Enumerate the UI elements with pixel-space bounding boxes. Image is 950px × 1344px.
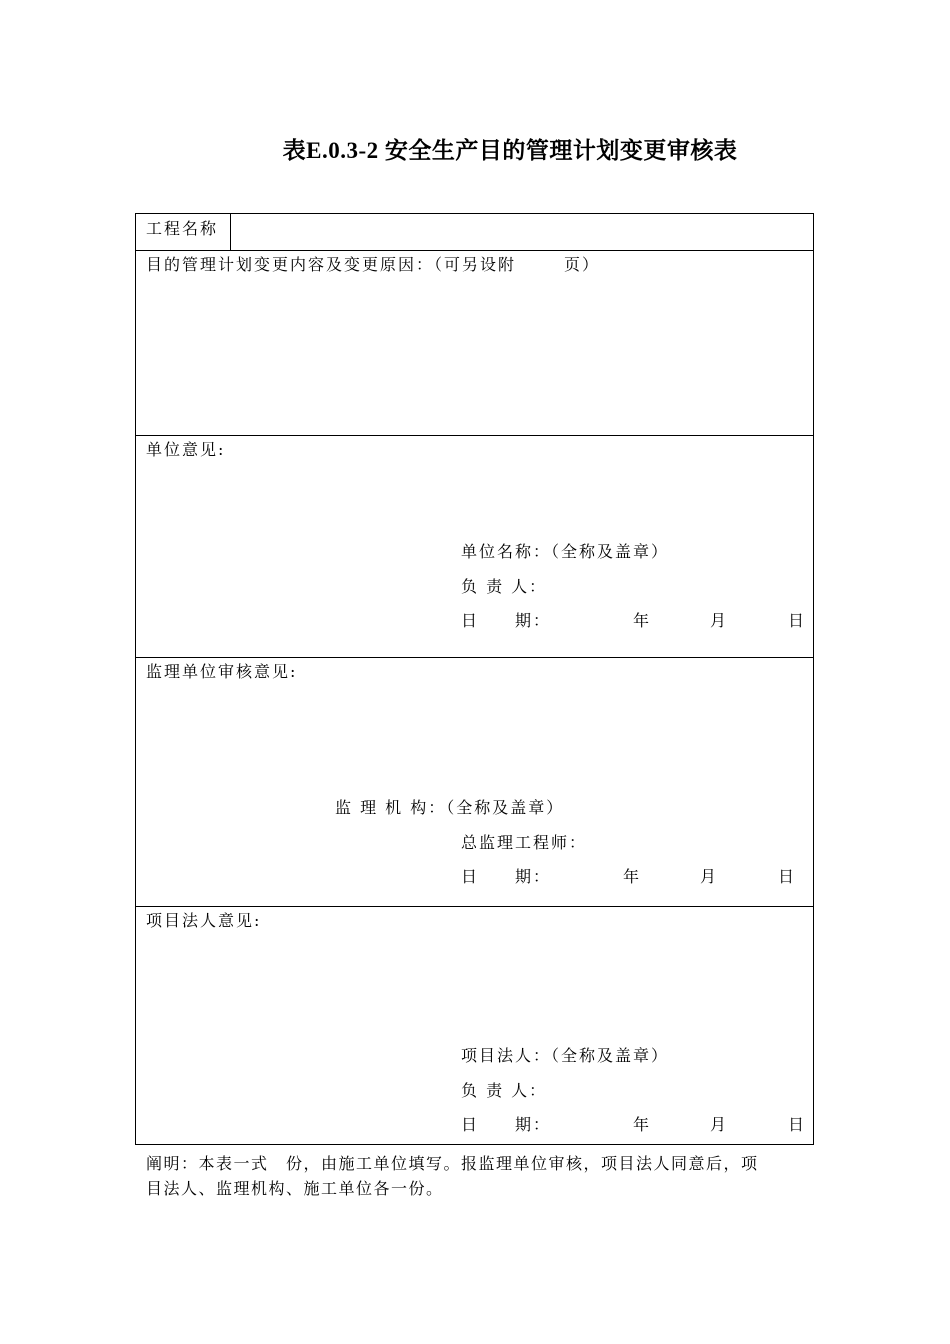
footnote-line-1: 阐明：本表一式 份，由施工单位填写。报监理单位审核，项目法人同意后，项 [146,1154,759,1173]
legal-opinion-label: 项目法人意见: [146,911,262,930]
unit-name-label: 单位名称：（全称及盖章） [461,542,670,561]
unit-person-label: 负 责 人： [461,577,548,596]
page-title: 表E.0.3-2 安全生产目的管理计划变更审核表 [282,138,738,163]
row-divider [136,906,813,907]
row-divider [136,657,813,658]
column-divider [230,214,231,250]
change-content-label: 目的管理计划变更内容及变更原因：（可另设附 [146,255,517,274]
unit-date-day: 日 [788,611,807,630]
row-divider [136,250,813,251]
supervision-date-year: 年 [623,867,642,886]
legal-date-label: 日 期： [461,1115,552,1134]
unit-date-month: 月 [710,611,729,630]
supervision-date-day: 日 [778,867,797,886]
supervision-date-label: 日 期： [461,867,552,886]
project-name-field[interactable] [240,219,800,241]
change-content-area[interactable] [146,280,801,430]
change-content-pages: 页） [564,255,601,274]
chief-engineer-label: 总监理工程师： [461,833,588,852]
approval-form-table [135,213,814,1145]
project-name-label: 工程名称 [146,219,219,238]
row-divider [136,435,813,436]
supervision-opinion-label: 监理单位审核意见: [146,662,298,681]
unit-opinion-label: 单位意见: [146,440,226,459]
supervision-date-month: 月 [700,867,719,886]
legal-date-year: 年 [633,1115,652,1134]
footnote [146,1151,816,1201]
footnote-line-2: 目法人、监理机构、施工单位各一份。 [146,1179,444,1198]
legal-person-label: 负 责 人： [461,1081,548,1100]
unit-date-year: 年 [633,611,652,630]
legal-date-day: 日 [788,1115,807,1134]
legal-date-month: 月 [710,1115,729,1134]
legal-name-label: 项目法人：（全称及盖章） [461,1046,670,1065]
unit-date-label: 日 期： [461,611,552,630]
supervision-org-label: 监 理 机 构：（全称及盖章） [335,798,565,817]
